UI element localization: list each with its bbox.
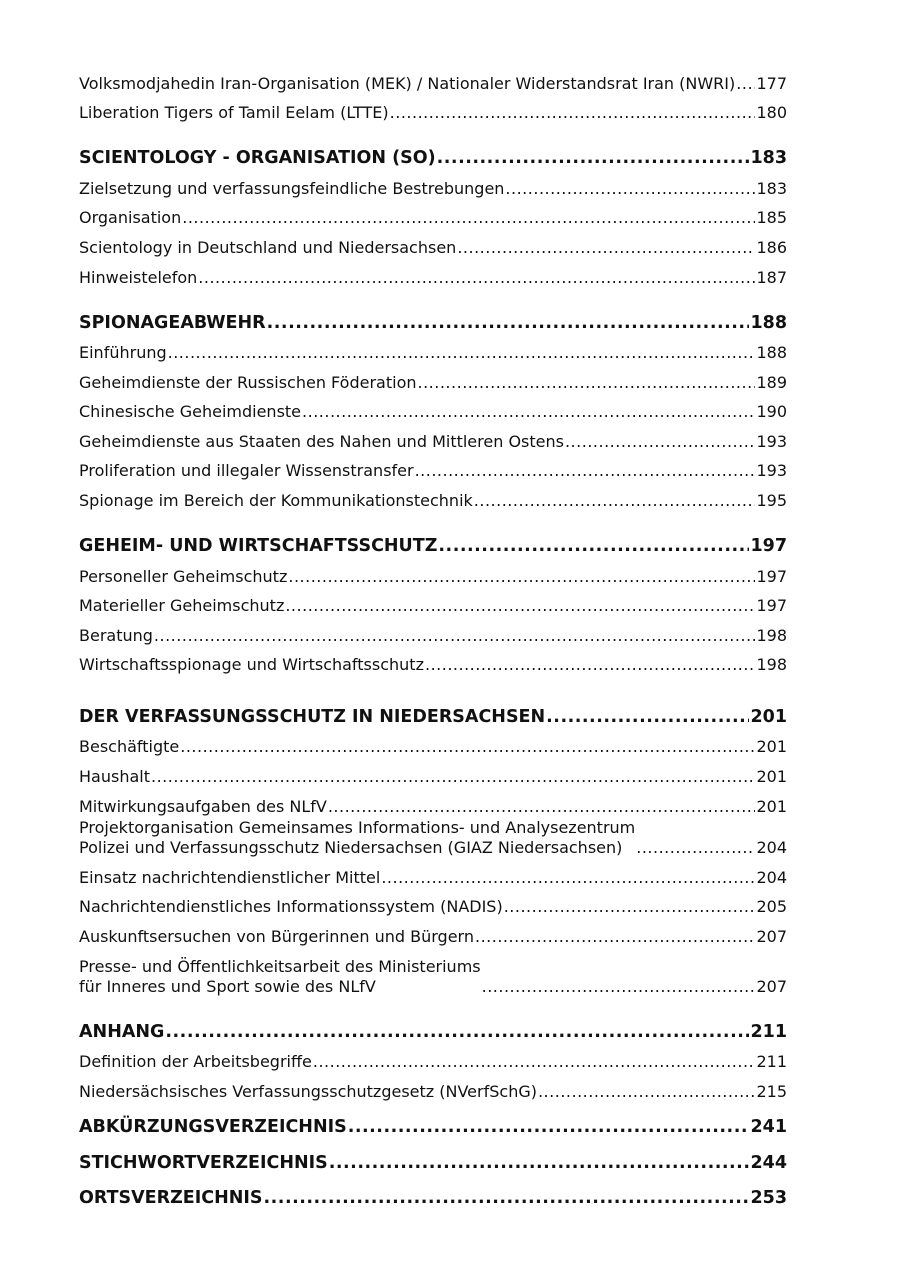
toc-section-heading [79, 1188, 787, 1208]
toc-page-number: 253 [750, 1188, 787, 1208]
dot-leader [182, 208, 755, 228]
toc-entry-title: ABKÜRZUNGSVERZEICHNIS [79, 1117, 347, 1137]
dot-leader [313, 1052, 756, 1072]
dot-leader [736, 74, 755, 94]
toc-page-number: 211 [756, 1052, 787, 1071]
toc-entry-title: Einsatz nachrichtendienstlicher Mittel [79, 868, 381, 887]
toc-page-number: 201 [750, 707, 787, 727]
dot-leader [504, 897, 756, 917]
toc-entry [79, 957, 787, 997]
toc-entry [79, 432, 787, 452]
dot-leader [302, 402, 755, 422]
toc-page-number: 211 [750, 1022, 787, 1042]
toc-page-number: 193 [756, 432, 787, 451]
dot-leader [505, 179, 755, 199]
toc-page-number: 198 [756, 626, 787, 645]
dot-leader [288, 567, 755, 587]
toc-page-number: 201 [756, 737, 787, 756]
toc-section-heading [79, 313, 787, 333]
dot-leader [329, 1153, 750, 1173]
toc-entry-title: Zielsetzung und verfassungsfeindliche Bestrebungen [79, 179, 505, 198]
dot-leader [437, 148, 750, 168]
toc-entry-title [79, 818, 635, 858]
toc-page-number: 189 [756, 373, 787, 392]
toc-page-number: 241 [750, 1117, 787, 1137]
dot-leader [474, 491, 756, 511]
toc-entry-title-line1: Presse- und Öffentlichkeitsarbeit des Ministeriums [79, 957, 481, 976]
toc-entry-title: Materieller Geheimschutz [79, 596, 285, 615]
dot-leader [264, 1188, 750, 1208]
toc-entry [79, 74, 787, 94]
toc-entry [79, 238, 787, 258]
toc-entry-title: Hinweistelefon [79, 268, 198, 287]
toc-entry [79, 343, 787, 363]
toc-page-number: 185 [756, 208, 787, 227]
dot-leader [636, 838, 755, 858]
toc-entry-title: DER VERFASSUNGSSCHUTZ IN NIEDERSACHSEN [79, 707, 546, 727]
dot-leader [565, 432, 755, 452]
toc-entry [79, 179, 787, 199]
toc-entry-title: Organisation [79, 208, 182, 227]
dot-leader [482, 977, 756, 997]
dot-leader [457, 238, 755, 258]
dot-leader [425, 655, 755, 675]
toc-entry-title: Geheimdienste aus Staaten des Nahen und Mittleren Ostens [79, 432, 564, 451]
toc-entry-title: ANHANG [79, 1022, 165, 1042]
toc-page-number: 180 [756, 103, 787, 122]
toc-entry-title: Volksmodjahedin Iran-Organisation (MEK) / Nationaler Widerstandsrat Iran (NWRI) [79, 74, 736, 93]
toc-page-number: 197 [750, 536, 787, 556]
dot-leader [198, 268, 755, 288]
toc-page-number: 204 [756, 868, 787, 887]
dot-leader [415, 461, 756, 481]
toc-entry [79, 655, 787, 675]
dot-leader [418, 373, 756, 393]
toc-entry [79, 268, 787, 288]
dot-leader [546, 707, 749, 727]
toc-entry [79, 626, 787, 646]
toc-page-number: 197 [756, 596, 787, 615]
toc-page-number: 188 [756, 343, 787, 362]
toc-entry-title: Geheimdienste der Russischen Föderation [79, 373, 417, 392]
toc-entry [79, 868, 787, 888]
toc-entry [79, 373, 787, 393]
toc-section-heading [79, 707, 787, 727]
toc-entry-title: Spionage im Bereich der Kommunikationstechnik [79, 491, 473, 510]
dot-leader [438, 536, 749, 556]
toc-entry-title: Beschäftigte [79, 737, 180, 756]
toc-page-number: 205 [756, 897, 787, 916]
toc-page-number: 177 [756, 74, 787, 93]
toc-entry [79, 491, 787, 511]
toc-entry-title: Chinesische Geheimdienste [79, 402, 302, 421]
toc-page-number: 201 [756, 767, 787, 786]
toc-entry [79, 767, 787, 787]
toc-entry [79, 797, 787, 817]
dot-leader [267, 313, 750, 333]
toc-page-number: 188 [750, 313, 787, 333]
dot-leader [165, 1022, 749, 1042]
toc-section-heading [79, 148, 787, 168]
toc-page-number: 195 [756, 491, 787, 510]
toc-page-number: 186 [756, 238, 787, 257]
toc-entry [79, 1052, 787, 1072]
toc-entry-title-line2: Polizei und Verfassungsschutz Niedersachsen (GIAZ Niedersachsen) [79, 838, 623, 857]
toc-entry-title: Definition der Arbeitsbegriffe [79, 1052, 312, 1071]
dot-leader [538, 1082, 755, 1102]
dot-leader [285, 596, 755, 616]
dot-leader [381, 868, 755, 888]
toc-entry-title: Auskunftsersuchen von Bürgerinnen und Bürgern [79, 927, 474, 946]
toc-page-number: 193 [756, 461, 787, 480]
toc-page-number: 187 [756, 268, 787, 287]
toc-entry [79, 897, 787, 917]
toc-entry-title: Nachrichtendienstliches Informationssystem (NADIS) [79, 897, 503, 916]
toc-entry [79, 567, 787, 587]
toc-entry [79, 402, 787, 422]
dot-leader [151, 767, 755, 787]
toc-entry-title: Niedersächsisches Verfassungsschutzgesetz (NVerfSchG) [79, 1082, 537, 1101]
toc-page-number: 198 [756, 655, 787, 674]
toc-entry-title: Personeller Geheimschutz [79, 567, 288, 586]
toc-entry [79, 737, 787, 757]
toc-entry-title: Proliferation und illegaler Wissenstransfer [79, 461, 414, 480]
toc-section-heading [79, 536, 787, 556]
toc-entry [79, 818, 787, 858]
toc-entry-title: Beratung [79, 626, 153, 645]
toc-page-number: 201 [756, 797, 787, 816]
dot-leader [475, 927, 755, 947]
dot-leader [154, 626, 756, 646]
toc-entry-title: STICHWORTVERZEICHNIS [79, 1153, 328, 1173]
toc-section-heading [79, 1117, 787, 1137]
toc-entry-title: SPIONAGEABWEHR [79, 313, 266, 333]
dot-leader [180, 737, 755, 757]
toc-section-heading [79, 1022, 787, 1042]
toc-page-number: 183 [756, 179, 787, 198]
toc-entry [79, 927, 787, 947]
toc-page-number: 207 [756, 977, 787, 996]
dot-leader [168, 343, 756, 363]
toc-entry-title: ORTSVERZEICHNIS [79, 1188, 263, 1208]
toc-page-number: 183 [750, 148, 787, 168]
toc-page-number: 197 [756, 567, 787, 586]
toc-entry-title: Mitwirkungsaufgaben des NLfV [79, 797, 327, 816]
toc-page-number: 207 [756, 927, 787, 946]
toc-page-number: 244 [750, 1153, 787, 1173]
toc-entry-title: Haushalt [79, 767, 150, 786]
toc-entry-title: Scientology in Deutschland und Niedersachsen [79, 238, 457, 257]
dot-leader [328, 797, 756, 817]
toc-entry-title: SCIENTOLOGY - ORGANISATION (SO) [79, 148, 436, 168]
toc-page-number: 215 [756, 1082, 787, 1101]
toc-entry [79, 208, 787, 228]
toc-section-heading [79, 1153, 787, 1173]
dot-leader [390, 103, 756, 123]
toc-page-number: 190 [756, 402, 787, 421]
dot-leader [348, 1117, 750, 1137]
toc-entry [79, 103, 787, 123]
toc-page-number: 204 [756, 838, 787, 857]
toc-entry [79, 1082, 787, 1102]
toc-entry-title [79, 957, 481, 997]
toc-entry-title-line2: für Inneres und Sport sowie des NLfV [79, 977, 376, 996]
toc-entry-title-line1: Projektorganisation Gemeinsames Informations- und Analysezentrum [79, 818, 636, 837]
toc-entry [79, 596, 787, 616]
toc-entry [79, 461, 787, 481]
toc-entry-title: Liberation Tigers of Tamil Eelam (LTTE) [79, 103, 389, 122]
toc-entry-title: GEHEIM- UND WIRTSCHAFTSSCHUTZ [79, 536, 438, 556]
toc-entry-title: Einführung [79, 343, 167, 362]
toc-entry-title: Wirtschaftsspionage und Wirtschaftsschutz [79, 655, 424, 674]
